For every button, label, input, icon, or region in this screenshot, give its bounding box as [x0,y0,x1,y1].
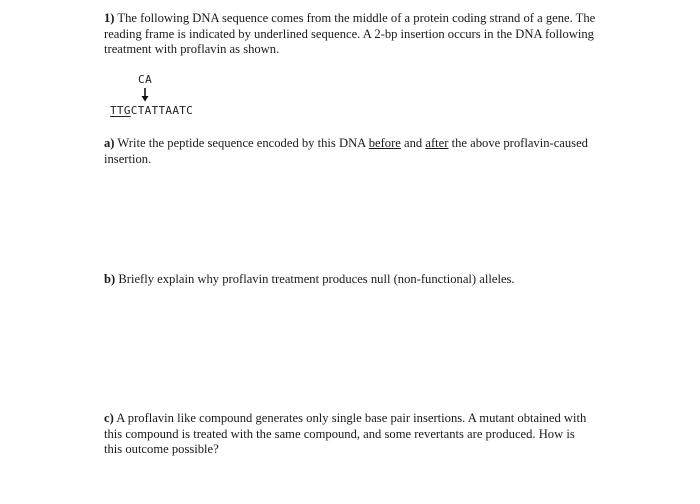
part-a [104,136,596,167]
part-c [104,411,596,458]
part-a-before: before [368,136,401,150]
part-a-text-2: and [400,136,426,150]
dna-sequence [110,104,193,117]
part-b [104,272,596,288]
insertion-label: CA [138,73,153,86]
sequence-remainder: CTATTAATC [130,104,194,117]
question-1 [104,11,596,58]
part-a-text-3: the above proflavin-caused insertion. [104,136,588,166]
part-a-label: a) [104,136,115,150]
part-b-label: b) [104,272,116,286]
reading-frame-codon: TTG [110,104,131,117]
question-1-text: The following DNA sequence comes from the middle of a protein coding strand of a gene. The reading frame is indicated by underlined sequence. A 2-bp insertion occurs in the DNA following treatment with proflavin as shown. [104,11,596,56]
part-a-after: after [425,136,449,150]
part-a-text-1: Write the peptide sequence encoded by this DNA [114,136,369,150]
question-number: 1) [104,11,115,25]
part-c-label: c) [104,411,114,425]
part-c-text: A proflavin like compound generates only single base pair insertions. A mutant obtained with this compound is treated with the same compound, and some revertants are produced. How is this outcome possible? [104,411,587,456]
part-b-text: Briefly explain why proflavin treatment produces null (non-functional) alleles. [115,272,515,286]
dna-insertion-figure [110,70,260,120]
down-arrow-icon [141,88,149,105]
